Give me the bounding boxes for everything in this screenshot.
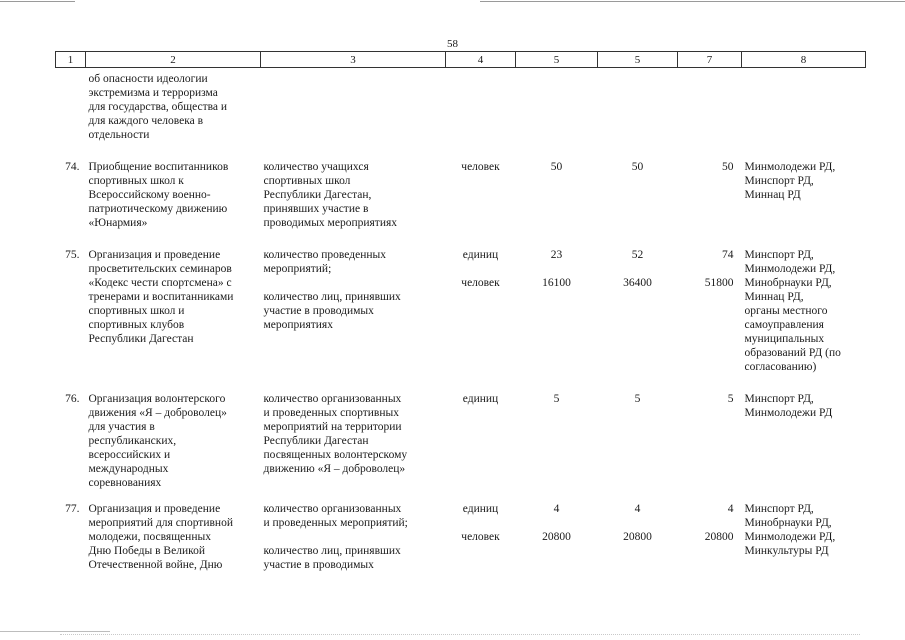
unit-cell (446, 156, 516, 244)
row-number: 77. (65, 503, 80, 515)
table-row-77 (56, 498, 866, 576)
value-cell-1 (516, 498, 598, 576)
value-text: 51800 (704, 277, 734, 289)
indicator-cell (261, 244, 446, 388)
unit-text: человек (461, 277, 500, 289)
header-col-8: 8 (742, 52, 866, 68)
header-col-1: 1 (56, 52, 86, 68)
value-text: 20800 (623, 531, 652, 543)
unit-cell (446, 388, 516, 498)
scan-top-line-right (480, 1, 905, 2)
activity-cell: Организация и проведение мероприятий для спортивной молодежи, посвященных Дню Победы в Великой Отечественной войне, Дню (88, 503, 233, 571)
value-text: 36400 (623, 277, 652, 289)
value-text: 5 (727, 393, 734, 405)
indicator-text: количество организованных и проведенных спортивных мероприятий на территории Республики Дагестан посвященных волонтерскому движению «Я – доброволец» (263, 393, 408, 475)
table-row-75 (56, 244, 866, 388)
row-number: 76. (65, 393, 80, 405)
header-col-3: 3 (261, 52, 446, 68)
value-cell-1 (516, 388, 598, 498)
activity-cell: об опасности идеологии экстремизма и терроризма для государства, общества и для каждого человека в отдельности (88, 73, 228, 141)
plan-table (55, 51, 866, 576)
unit-cell (446, 498, 516, 576)
indicator-text: количество проведенных мероприятий; (263, 249, 386, 275)
value-cell-3 (678, 388, 742, 498)
value-text: 52 (631, 249, 644, 261)
value-cell-1 (516, 156, 598, 244)
value-cell-1 (516, 244, 598, 388)
value-text: 50 (550, 161, 563, 173)
activity-cell: Приобщение воспитанников спортивных школ к Всероссийскому военно- патриотическому движению «Юнармия» (88, 161, 229, 229)
value-text: 4 (553, 503, 560, 515)
indicator-cell (261, 388, 446, 498)
value-cell-2 (598, 498, 678, 576)
row-number: 74. (65, 161, 80, 173)
value-text: 5 (553, 393, 560, 405)
row-number: 75. (65, 249, 80, 261)
unit-text: единиц (462, 503, 499, 515)
header-col-7: 7 (678, 52, 742, 68)
value-cell-2 (598, 388, 678, 498)
table-row-continuation (56, 68, 866, 157)
table-row-74 (56, 156, 866, 244)
indicator-cell (261, 156, 446, 244)
value-cell-3 (678, 498, 742, 576)
unit-text: единиц (462, 393, 499, 405)
value-text: 4 (727, 503, 734, 515)
scan-artifact-line (0, 631, 110, 632)
scan-top-line-left (0, 1, 75, 2)
indicator-cell (261, 498, 446, 576)
unit-text: человек (461, 531, 500, 543)
unit-text: единиц (462, 249, 499, 261)
indicator-text: количество организованных и проведенных мероприятий; (263, 503, 408, 529)
activity-cell: Организация волонтерского движения «Я – доброволец» для участия в республиканских, всероссийских и международных соревнованиях (88, 393, 227, 489)
value-cell-2 (598, 244, 678, 388)
page-number: 58 (447, 38, 458, 50)
header-col-6: 5 (598, 52, 678, 68)
value-text: 50 (722, 161, 734, 173)
indicator-text: количество лиц, принявших участие в проводимых (263, 545, 401, 571)
scan-artifact-dots (60, 634, 860, 636)
executors-cell: Минспорт РД, Минмолодежи РД (744, 393, 833, 419)
value-text: 5 (634, 393, 641, 405)
executors-cell: Минмолодежи РД, Минспорт РД, Миннац РД (744, 161, 836, 201)
activity-cell: Организация и проведение просветительских семинаров «Кодекс чести спортсмена» с тренерами и воспитанниками спортивных школ и спортивных клубов Республики Дагестан (88, 249, 234, 345)
value-text: 20800 (542, 531, 571, 543)
header-col-2: 2 (86, 52, 261, 68)
value-cell-3 (678, 244, 742, 388)
value-text: 23 (550, 249, 563, 261)
unit-text: человек (461, 161, 500, 173)
indicator-text: количество лиц, принявших участие в проводимых мероприятиях (263, 291, 401, 331)
value-text: 4 (634, 503, 641, 515)
table-row-76 (56, 388, 866, 498)
header-col-4: 4 (446, 52, 516, 68)
executors-cell: Минспорт РД, Минобрнауки РД, Минмолодежи РД, Минкультуры РД (744, 503, 836, 557)
value-text: 16100 (542, 277, 571, 289)
value-text: 74 (722, 249, 734, 261)
header-col-5: 5 (516, 52, 598, 68)
executors-cell: Минспорт РД, Минмолодежи РД, Минобрнауки РД, Миннац РД, органы местного самоуправления муниципальных образований РД (по согласованию) (744, 249, 841, 373)
value-cell-2 (598, 156, 678, 244)
value-text: 20800 (704, 531, 734, 543)
indicator-text: количество учащихся спортивных школ Республики Дагестан, принявших участие в проводимых мероприятиях (263, 161, 398, 229)
header-row (56, 52, 866, 68)
value-cell-3 (678, 156, 742, 244)
value-text: 50 (631, 161, 644, 173)
unit-cell (446, 244, 516, 388)
